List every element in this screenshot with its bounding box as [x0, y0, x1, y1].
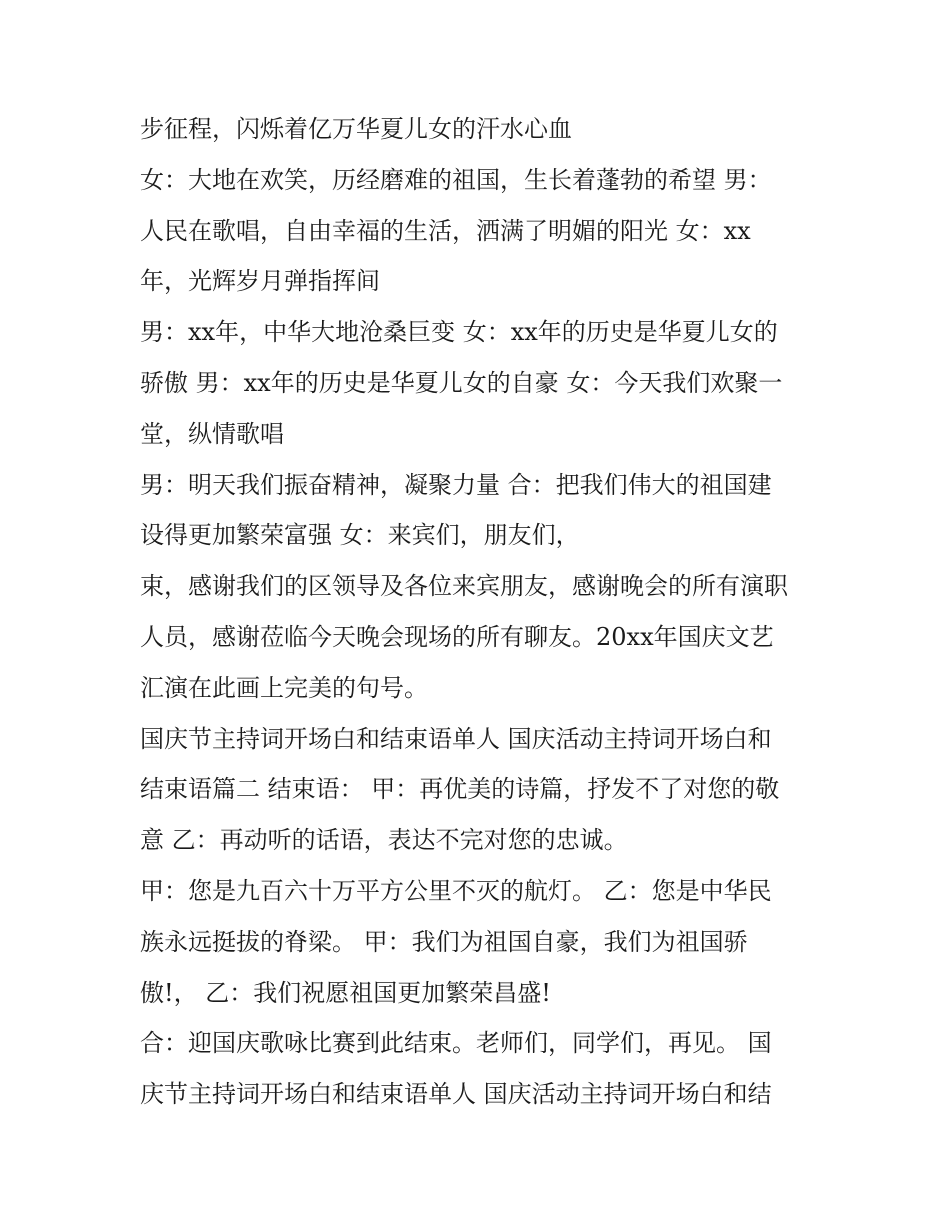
text-line: 男：xx年，中华大地沧桑巨变 女：xx年的历史是华夏儿女的	[140, 318, 778, 347]
text-line: 骄傲 男：xx年的历史是华夏儿女的自豪 女：今天我们欢聚一	[140, 368, 783, 397]
text-line: 国庆节主持词开场白和结束语单人 国庆活动主持词开场白和	[140, 724, 772, 753]
text-line: 堂，纵情歌唱	[140, 419, 284, 448]
text-line: 族永远挺拔的脊梁。 甲：我们为祖国自豪，我们为祖国骄	[140, 927, 748, 956]
text-line: 汇演在此画上完美的句号。	[140, 673, 428, 702]
text-line: 女：大地在欢笑，历经磨难的祖国，生长着蓬勃的希望 男：	[140, 165, 772, 194]
text-line: 设得更加繁荣富强 女：来宾们，朋友们，	[140, 521, 580, 550]
text-line: 男：明天我们振奋精神，凝聚力量 合：把我们伟大的祖国建	[140, 470, 772, 499]
text-line: 合：迎国庆歌咏比赛到此结束。老师们，同学们，再见。 国	[140, 1029, 772, 1058]
text-line: 傲!， 乙：我们祝愿祖国更加繁荣昌盛!	[140, 978, 551, 1007]
text-line: 甲：您是九百六十万平方公里不灭的航灯。 乙：您是中华民	[140, 876, 772, 905]
text-line: 人民在歌唱，自由幸福的生活，洒满了明媚的阳光 女：xx	[140, 216, 751, 245]
text-line: 意 乙：再动听的话语，表达不完对您的忠诚。	[140, 826, 628, 855]
text-line: 结束语篇二 结束语： 甲：再优美的诗篇，抒发不了对您的敬	[140, 775, 780, 804]
text-line: 庆节主持词开场白和结束语单人 国庆活动主持词开场白和结	[140, 1080, 772, 1109]
text-line: 人员，感谢莅临今天晚会现场的所有聊友。20xx年国庆文艺	[140, 622, 774, 651]
text-line: 年，光辉岁月弹指挥间	[140, 267, 380, 296]
text-line: 步征程，闪烁着亿万华夏儿女的汗水心血	[140, 115, 572, 143]
document-body	[140, 104, 840, 1120]
text-line: 束，感谢我们的区领导及各位来宾朋友，感谢晚会的所有演职	[140, 572, 788, 601]
